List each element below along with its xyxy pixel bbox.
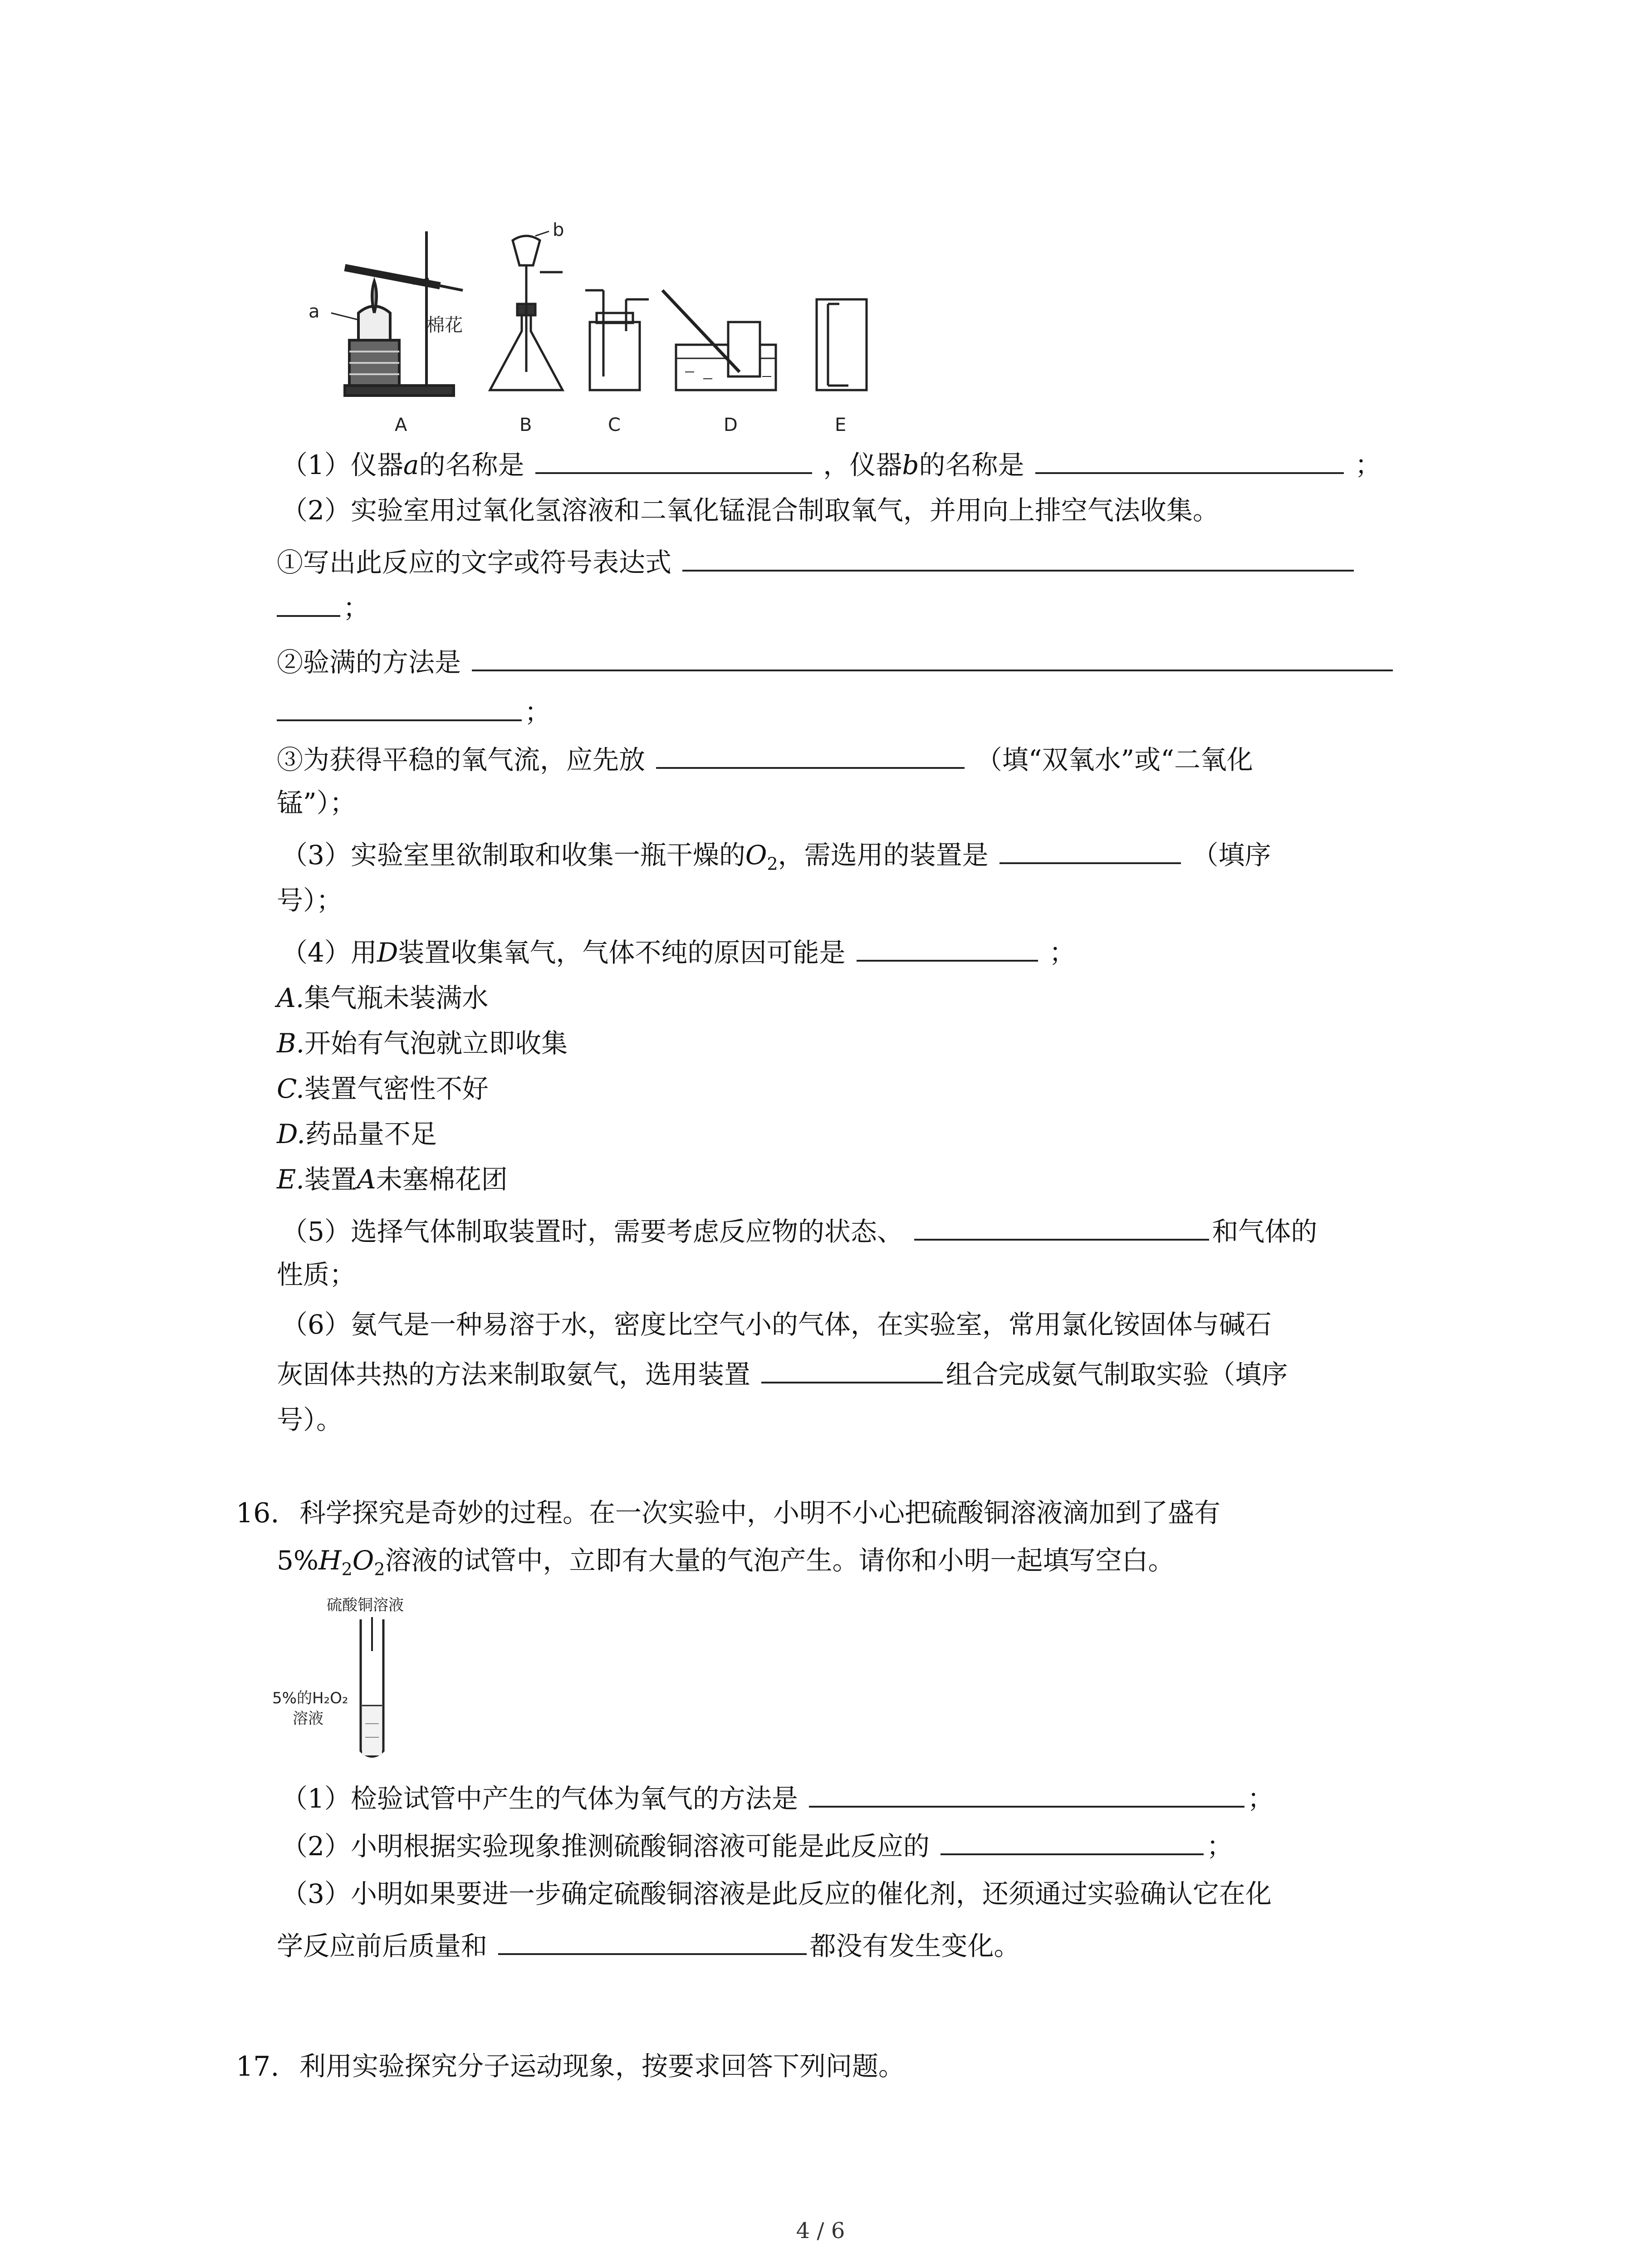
apparatus-b — [490, 231, 563, 390]
label-cotton: 棉花 — [426, 315, 463, 336]
label-copper-sulfate: 硫酸铜溶液 — [327, 1596, 404, 1614]
answer-blank-instrument-a[interactable] — [535, 447, 812, 474]
q15-part2-2: ②验满的方法是 — [277, 644, 1396, 678]
q17-number: 17. — [236, 2051, 279, 2082]
q16-part3-line1: （3）小明如果要进一步确定硫酸铜溶液是此反应的催化剂，还须通过实验确认它在化 — [281, 1878, 1272, 1909]
label-b: b — [553, 222, 564, 240]
answer-blank-role[interactable] — [941, 1828, 1204, 1855]
apparatus-figure — [290, 222, 926, 440]
label-h2o2: 5%的H₂O₂ — [272, 1689, 348, 1707]
answer-blank-device-dry-o2[interactable] — [999, 837, 1181, 864]
answer-blank-expression-cont[interactable] — [277, 590, 340, 617]
label-a: a — [309, 301, 320, 322]
label-C: C — [608, 415, 621, 435]
q15-part6-line2: 灰固体共热的方法来制取氨气，选用装置 组合完成氨气制取实验（填序 — [277, 1356, 1288, 1390]
q16-stem-line2: $5\%H_2O_2$溶液的试管中，立即有大量的气泡产生。请你和小明一起填写空白。 — [277, 1545, 1175, 1579]
apparatus-d — [662, 290, 776, 390]
q16-part3-line2: 学反应前后质量和 都没有发生变化。 — [277, 1928, 1020, 1962]
q15-part2-1-cont: ； — [277, 590, 369, 624]
answer-blank-expression[interactable] — [682, 544, 1354, 572]
answer-blank-unchanged-property[interactable] — [498, 1928, 807, 1955]
q16-stem-line1: 科学探究是奇妙的过程。在一次实验中，小明不小心把硫酸铜溶液滴加到了盛有 — [299, 1497, 1221, 1528]
apparatus-e — [817, 299, 867, 390]
test-tube-figure — [268, 1592, 458, 1765]
label-solution: 溶液 — [293, 1710, 323, 1728]
apparatus-a — [331, 231, 463, 396]
answer-blank-consider[interactable] — [914, 1213, 1209, 1241]
answer-blank-test-oxygen[interactable] — [809, 1780, 1244, 1808]
q15-part6-line1: （6）氨气是一种易溶于水，密度比空气小的气体，在实验室，常用氯化铵固体与碱石 — [281, 1309, 1272, 1340]
answer-blank-check-full[interactable] — [472, 644, 1393, 671]
q15-option-b: B.开始有气泡就立即收集 — [277, 1028, 568, 1059]
answer-blank-impure-reason[interactable] — [857, 934, 1038, 962]
q15-part5: （5）选择气体制取装置时，需要考虑反应物的状态、 和气体的 — [281, 1213, 1317, 1247]
label-B: B — [519, 415, 532, 435]
q16-part1: （1）检验试管中产生的气体为氧气的方法是 ； — [281, 1780, 1274, 1814]
q15-part2: （2）实验室用过氧化氢溶液和二氧化锰混合制取氧气，并用向上排空气法收集。 — [281, 495, 1219, 526]
label-E: E — [835, 415, 847, 435]
q16-number: 16. — [236, 1497, 279, 1529]
q15-part1: （1）仪器a的名称是 ，仪器b的名称是 ； — [281, 447, 1381, 481]
label-D: D — [724, 415, 738, 435]
q15-part2-2-cont: ； — [277, 694, 551, 728]
q15-part5-cont: 性质； — [277, 1259, 356, 1290]
q15-part2-1: ①写出此反应的文字或符号表达式 — [277, 544, 1357, 578]
q15-part2-3-cont: 锰”）； — [277, 787, 356, 818]
q15-part4: （4）用D装置收集氧气，气体不纯的原因可能是 ； — [281, 934, 1075, 968]
q16-part2: （2）小明根据实验现象推测硫酸铜溶液可能是此反应的 ； — [281, 1828, 1233, 1862]
apparatus-c — [585, 290, 649, 390]
page-number: 4 / 6 — [796, 2218, 845, 2244]
q15-part3: （3）实验室里欲制取和收集一瓶干燥的$O_2$，需选用的装置是 （填序 — [281, 837, 1271, 880]
q15-option-d: D.药品量不足 — [277, 1119, 437, 1149]
answer-blank-first-put[interactable] — [656, 742, 965, 769]
label-A: A — [395, 415, 407, 435]
answer-blank-instrument-b[interactable] — [1035, 447, 1344, 474]
q15-part6-line3: 号）。 — [277, 1404, 343, 1435]
q15-part3-cont: 号）； — [277, 885, 343, 916]
answer-blank-check-full-cont[interactable] — [277, 694, 522, 721]
q15-option-a: A.集气瓶未装满水 — [277, 982, 489, 1013]
q15-option-e: E.装置A未塞棉花团 — [277, 1164, 508, 1195]
q17-stem: 利用实验探究分子运动现象，按要求回答下列问题。 — [299, 2051, 905, 2082]
answer-blank-ammonia-device[interactable] — [761, 1356, 943, 1383]
q15-part2-3: ③为获得平稳的氧气流，应先放 （填“双氧水”或“二氧化 — [277, 742, 1253, 776]
q15-option-c: C.装置气密性不好 — [277, 1073, 489, 1104]
